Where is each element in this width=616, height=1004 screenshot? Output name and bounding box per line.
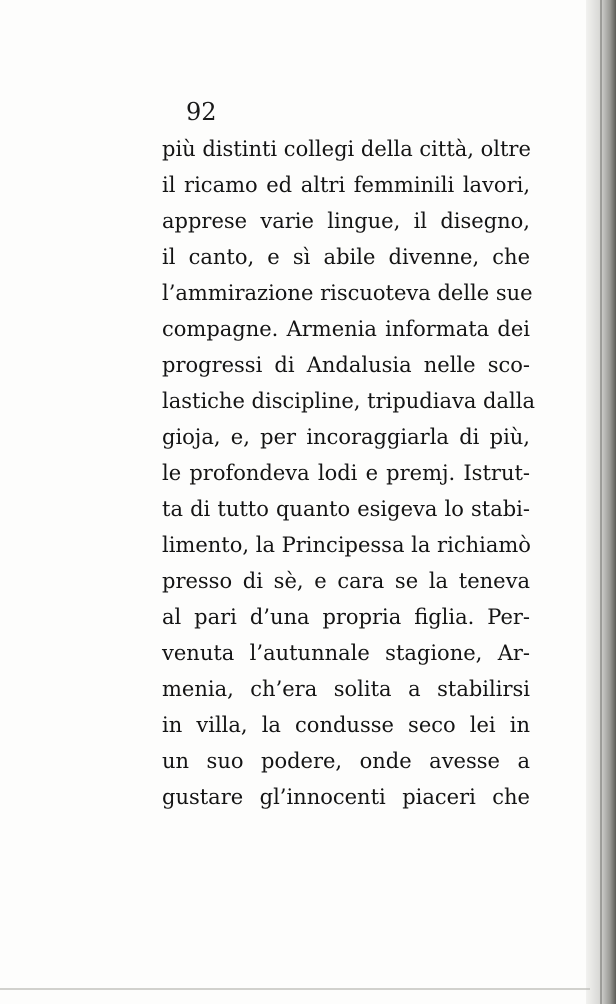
- text-line: ta di tutto quanto esigeva lo stabi-: [162, 497, 530, 521]
- body-text: [162, 131, 535, 815]
- text-line: gioja, e, per incoraggiarla di più,: [162, 425, 530, 449]
- gutter-fold-line: [600, 0, 602, 1004]
- text-line: venuta l’autunnale stagione, Ar-: [162, 641, 530, 665]
- text-line: l’ammirazione riscuoteva delle sue: [162, 281, 533, 305]
- text-line: presso di sè, e cara se la teneva: [162, 569, 530, 593]
- text-line: al pari d’una propria figlia. Per-: [162, 605, 530, 629]
- text-line: il ricamo ed altri femminili lavori,: [162, 173, 530, 197]
- text-line: menia, ch’era solita a stabilirsi: [162, 677, 530, 701]
- text-line: limento, la Principessa la richiamò: [162, 533, 531, 557]
- text-line: gustare gl’innocenti piaceri che: [162, 785, 530, 809]
- text-line: più distinti collegi della città, oltre: [162, 137, 531, 161]
- text-line: compagne. Armenia informata dei: [162, 317, 530, 341]
- text-line: le profondeva lodi e premj. Istrut-: [162, 461, 530, 485]
- text-line: lastiche discipline, tripudiava dalla: [162, 389, 535, 413]
- page-bottom-edge: [0, 988, 590, 990]
- text-line: il canto, e sì abile divenne, che: [162, 245, 530, 269]
- text-line: un suo podere, onde avesse a: [162, 749, 530, 773]
- text-line: progressi di Andalusia nelle sco-: [162, 353, 530, 377]
- text-line: in villa, la condusse seco lei in: [162, 713, 530, 737]
- text-line: apprese varie lingue, il disegno,: [162, 209, 530, 233]
- page-number: 92: [186, 98, 217, 126]
